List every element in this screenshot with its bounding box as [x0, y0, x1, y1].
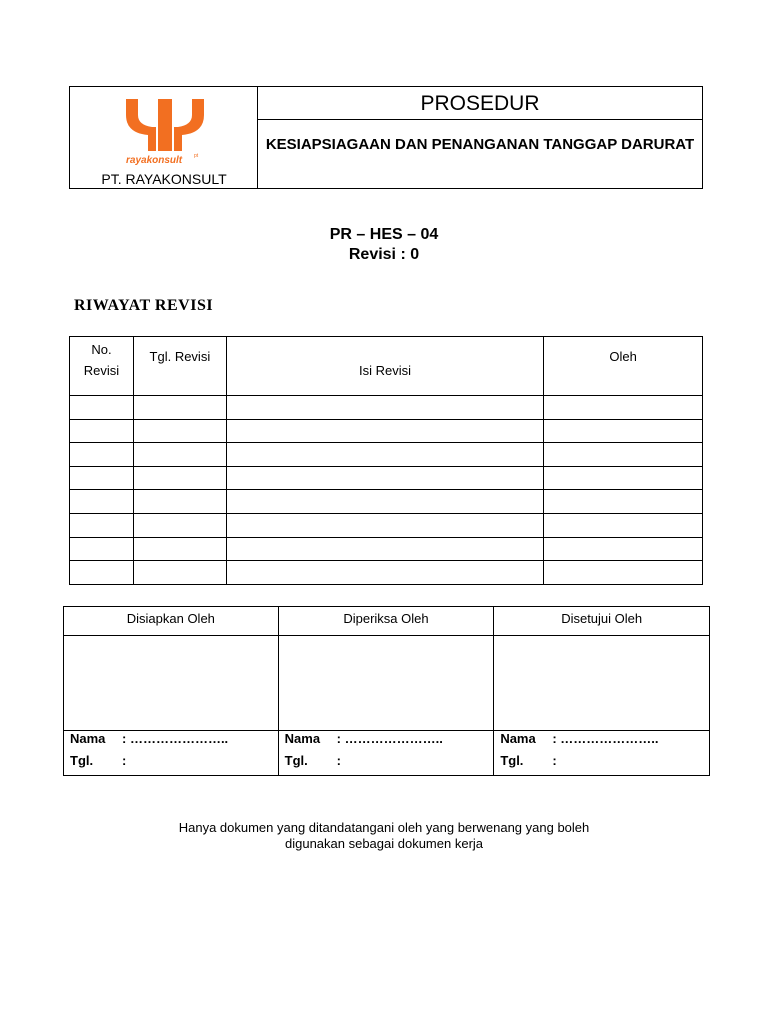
approved-by-header: Disetujui Oleh: [494, 607, 710, 636]
prepared-by-header: Disiapkan Oleh: [64, 607, 279, 636]
date-value: :: [552, 753, 557, 768]
name-label: Nama: [500, 731, 536, 746]
svg-text:pt: pt: [194, 153, 199, 159]
table-cell: [70, 513, 134, 537]
table-row: [70, 419, 703, 443]
footer-note: [0, 820, 768, 852]
date-label: Tgl.: [70, 753, 94, 768]
date-label: Tgl.: [500, 753, 524, 768]
svg-text:rayakonsult: rayakonsult: [126, 155, 183, 166]
revision-history-table: [69, 336, 703, 585]
table-row: [70, 396, 703, 420]
table-row: [70, 513, 703, 537]
approval-header-row: [64, 607, 710, 636]
table-row: [70, 537, 703, 561]
table-header-row: [70, 337, 703, 396]
prepared-by-info: [64, 731, 279, 776]
prepared-by-signature-area: [64, 636, 279, 731]
approved-by-info: [494, 731, 710, 776]
table-cell: [544, 443, 703, 467]
table-cell: [544, 396, 703, 420]
name-value: : …………………..: [122, 731, 229, 746]
checked-by-signature-area: [278, 636, 494, 731]
table-cell: [70, 490, 134, 514]
table-cell: [70, 537, 134, 561]
document-header: [69, 86, 703, 189]
company-name: PT. RAYAKONSULT: [101, 171, 227, 187]
company-logo: [124, 97, 206, 167]
table-cell: [133, 419, 226, 443]
table-cell: [544, 561, 703, 585]
col-header-no-line1: No.: [91, 342, 112, 357]
table-cell: [70, 561, 134, 585]
checked-by-info: [278, 731, 494, 776]
table-cell: [133, 466, 226, 490]
table-cell: [226, 466, 543, 490]
name-label: Nama: [284, 731, 321, 746]
table-cell: [133, 490, 226, 514]
logo-cell: [70, 87, 258, 188]
checked-by-header: Diperiksa Oleh: [278, 607, 494, 636]
name-label: Nama: [70, 731, 106, 746]
col-header-no-revisi: [70, 337, 134, 396]
table-cell: [226, 419, 543, 443]
table-cell: [70, 419, 134, 443]
footer-note-line2: digunakan sebagai dokumen kerja: [284, 836, 484, 851]
table-cell: [133, 443, 226, 467]
footer-note-line1: Hanya dokumen yang ditandatangani oleh yang berwenang yang boleh: [178, 820, 590, 835]
table-cell: [70, 396, 134, 420]
table-cell: [133, 561, 226, 585]
col-header-tgl-revisi: Tgl. Revisi: [133, 337, 226, 396]
approval-table: [63, 606, 710, 776]
name-value: : …………………..: [336, 731, 443, 746]
table-cell: [544, 419, 703, 443]
table-cell: [544, 466, 703, 490]
col-header-isi-revisi: Isi Revisi: [226, 337, 543, 396]
table-row: [70, 443, 703, 467]
name-value: : …………………..: [552, 731, 659, 746]
signer-info-row: [64, 731, 710, 776]
table-cell: [70, 443, 134, 467]
table-cell: [544, 537, 703, 561]
approved-by-signature-area: [494, 636, 710, 731]
revision-history-heading: RIWAYAT REVISI: [74, 297, 214, 314]
table-cell: [133, 537, 226, 561]
table-cell: [133, 513, 226, 537]
table-cell: [226, 513, 543, 537]
date-label: Tgl.: [284, 753, 308, 768]
table-cell: [133, 396, 226, 420]
table-cell: [226, 561, 543, 585]
table-cell: [544, 490, 703, 514]
col-header-oleh: Oleh: [544, 337, 703, 396]
doc-type-title: PROSEDUR: [258, 87, 702, 120]
table-cell: [226, 443, 543, 467]
table-cell: [226, 537, 543, 561]
table-cell: [226, 490, 543, 514]
revision-number: Revisi : 0: [348, 246, 420, 263]
table-cell: [226, 396, 543, 420]
signature-row: [64, 636, 710, 731]
table-row: [70, 490, 703, 514]
table-cell: [544, 513, 703, 537]
table-cell: [70, 466, 134, 490]
table-row: [70, 466, 703, 490]
table-row: [70, 561, 703, 585]
procedure-title: KESIAPSIAGAAN DAN PENANGANAN TANGGAP DARURAT: [265, 136, 695, 153]
date-value: :: [336, 753, 341, 768]
document-code: PR – HES – 04: [329, 226, 439, 243]
date-value: :: [122, 753, 127, 768]
col-header-no-line2: Revisi: [83, 363, 120, 378]
